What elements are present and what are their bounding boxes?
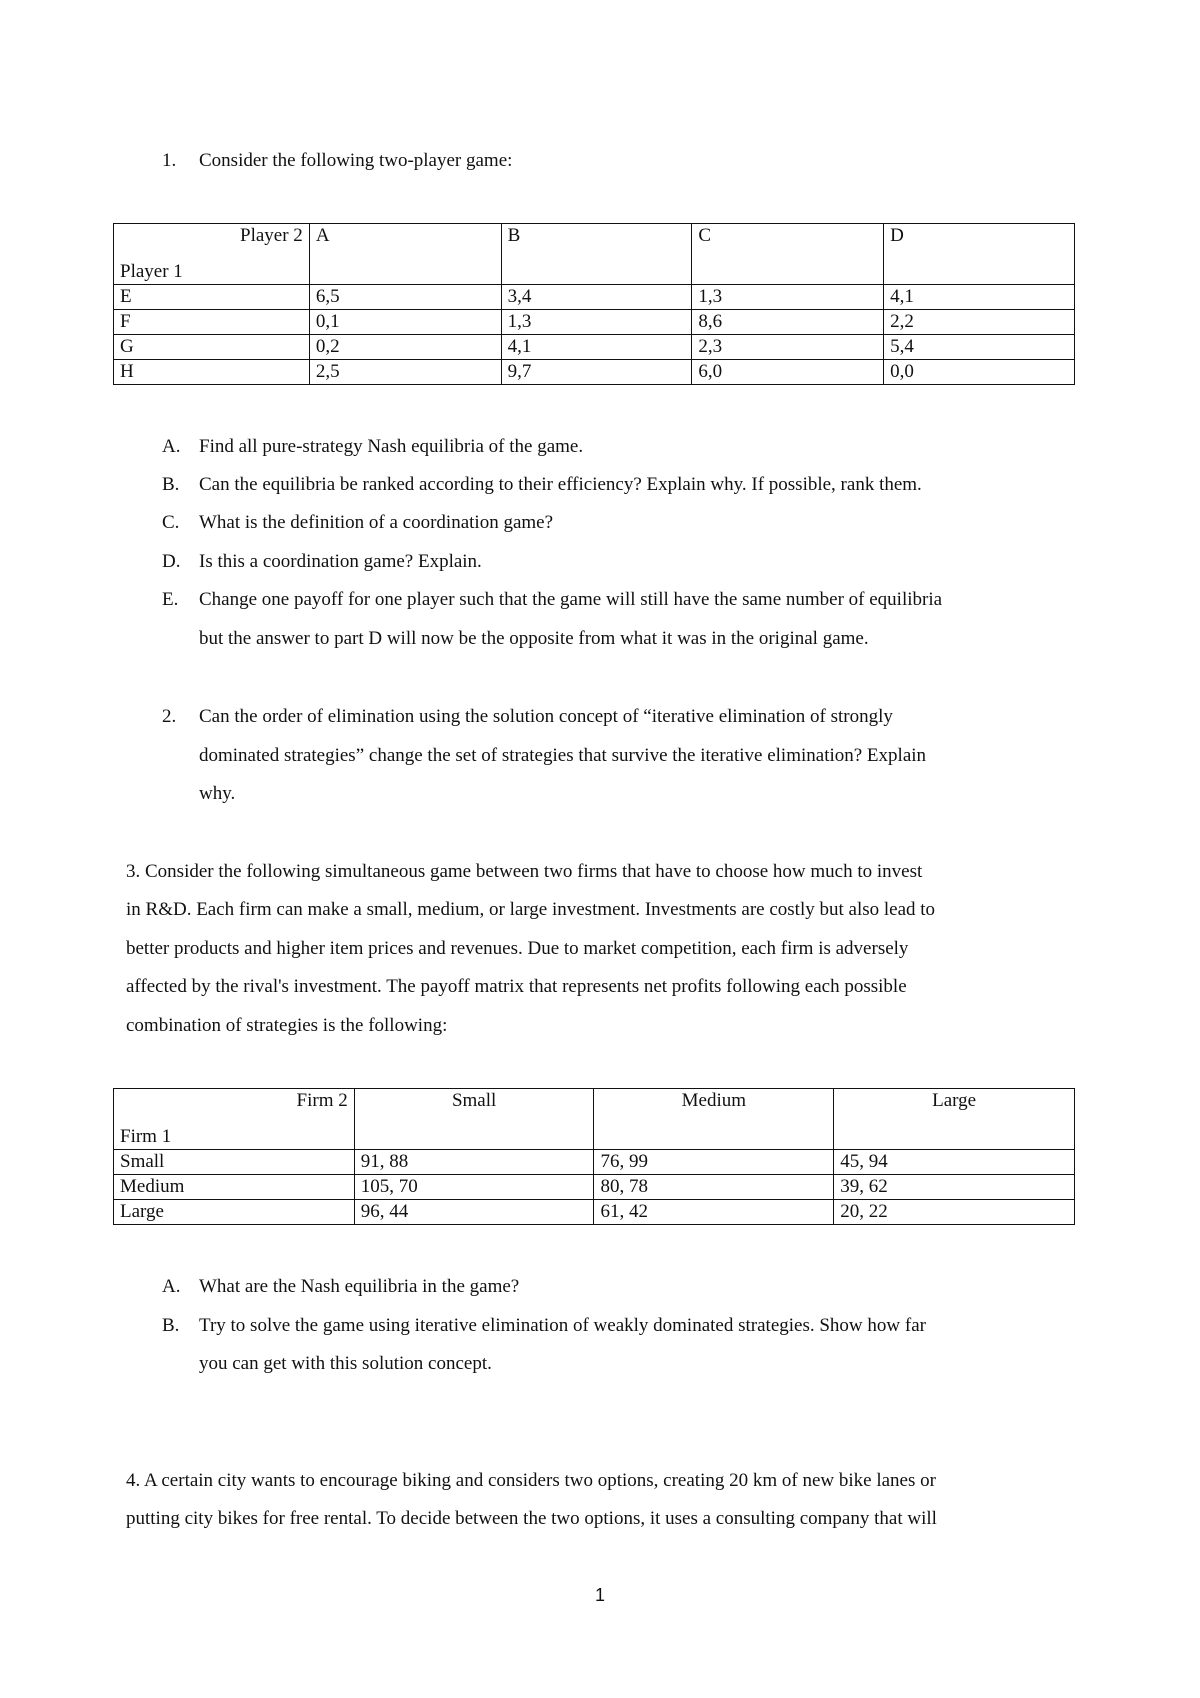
payoff-cell: 39, 62 xyxy=(834,1175,1075,1200)
q4-text-line: putting city bikes for free rental. To decide between the two options, it uses a consulting company that will xyxy=(126,1508,937,1529)
q3-text-line: combination of strategies is the following: xyxy=(126,1015,448,1036)
q3-part-letter: A. xyxy=(162,1276,181,1297)
table-header-row xyxy=(114,1089,1075,1150)
payoff-cell: 6,0 xyxy=(692,360,884,385)
row-player-label: Firm 1 xyxy=(120,1126,172,1147)
payoff-cell: 9,7 xyxy=(501,360,692,385)
row-label: H xyxy=(114,360,310,385)
q2-text-line: why. xyxy=(199,783,236,804)
payoff-cell: 96, 44 xyxy=(354,1200,594,1225)
row-label: F xyxy=(114,310,310,335)
q3-part-letter: B. xyxy=(162,1315,180,1336)
q3-text-line: in R&D. Each firm can make a small, medium, or large investment. Investments are costly but also lead to xyxy=(126,899,936,920)
q2-number: 2. xyxy=(162,706,177,727)
payoff-cell: 8,6 xyxy=(692,310,884,335)
col-player-label: Firm 2 xyxy=(296,1090,348,1111)
column-header: Small xyxy=(354,1089,594,1150)
row-player-label: Player 1 xyxy=(120,261,183,282)
payoff-cell: 3,4 xyxy=(501,285,692,310)
q1-part-letter: E. xyxy=(162,589,179,610)
q1-number: 1. xyxy=(162,150,177,171)
table-row xyxy=(114,285,1075,310)
payoff-cell: 2,5 xyxy=(309,360,501,385)
payoff-cell: 1,3 xyxy=(692,285,884,310)
q3-text-line: affected by the rival's investment. The payoff matrix that represents net profits following each possible xyxy=(126,976,907,997)
payoff-cell: 0,1 xyxy=(309,310,501,335)
q3-text-line: better products and higher item prices and revenues. Due to market competition, each firm is adversely xyxy=(126,938,909,959)
q1-part-text: but the answer to part D will now be the opposite from what it was in the original game. xyxy=(199,628,869,649)
col-player-label: Player 2 xyxy=(240,225,303,246)
q1-part-text: Can the equilibria be ranked according to their efficiency? Explain why. If possible, rank them. xyxy=(199,474,922,495)
q1-part-text: Is this a coordination game? Explain. xyxy=(199,551,482,572)
payoff-cell: 45, 94 xyxy=(834,1150,1075,1175)
q3-part-text: What are the Nash equilibria in the game? xyxy=(199,1276,520,1297)
table-corner-cell xyxy=(114,1089,355,1150)
payoff-cell: 0,2 xyxy=(309,335,501,360)
table-header-row xyxy=(114,224,1075,285)
payoff-cell: 76, 99 xyxy=(594,1150,834,1175)
q1-part-text: What is the definition of a coordination game? xyxy=(199,512,554,533)
q1-intro: Consider the following two-player game: xyxy=(199,150,513,171)
payoff-cell: 105, 70 xyxy=(354,1175,594,1200)
table-row xyxy=(114,335,1075,360)
row-label: Medium xyxy=(114,1175,355,1200)
payoff-cell: 5,4 xyxy=(884,335,1075,360)
table-row xyxy=(114,1175,1075,1200)
q1-part-text: Change one payoff for one player such that the game will still have the same number of equilibria xyxy=(199,589,943,610)
q3-part-text: Try to solve the game using iterative elimination of weakly dominated strategies. Show how far xyxy=(199,1315,926,1336)
column-header: B xyxy=(501,224,692,285)
column-header: Medium xyxy=(594,1089,834,1150)
q3-text-line: 3. Consider the following simultaneous game between two firms that have to choose how much to invest xyxy=(126,861,923,882)
q1-part-letter: B. xyxy=(162,474,180,495)
column-header: Large xyxy=(834,1089,1075,1150)
table-corner-cell xyxy=(114,224,310,285)
payoff-cell: 80, 78 xyxy=(594,1175,834,1200)
q3-payoff-table xyxy=(113,1088,1075,1225)
payoff-cell: 0,0 xyxy=(884,360,1075,385)
payoff-cell: 4,1 xyxy=(884,285,1075,310)
row-label: G xyxy=(114,335,310,360)
column-header: C xyxy=(692,224,884,285)
q1-part-letter: D. xyxy=(162,551,181,572)
q1-payoff-table xyxy=(113,223,1075,385)
payoff-cell: 91, 88 xyxy=(354,1150,594,1175)
q1-part-letter: A. xyxy=(162,436,181,457)
payoff-cell: 4,1 xyxy=(501,335,692,360)
page-number: 1 xyxy=(594,1585,605,1605)
payoff-cell: 20, 22 xyxy=(834,1200,1075,1225)
row-label: Small xyxy=(114,1150,355,1175)
q3-part-text: you can get with this solution concept. xyxy=(199,1353,492,1374)
q4-text-line: 4. A certain city wants to encourage biking and considers two options, creating 20 km of new bike lanes or xyxy=(126,1470,936,1491)
column-header: D xyxy=(884,224,1075,285)
row-label: E xyxy=(114,285,310,310)
payoff-cell: 1,3 xyxy=(501,310,692,335)
table-row xyxy=(114,310,1075,335)
payoff-cell: 2,3 xyxy=(692,335,884,360)
table-row xyxy=(114,1200,1075,1225)
payoff-cell: 2,2 xyxy=(884,310,1075,335)
payoff-cell: 6,5 xyxy=(309,285,501,310)
q1-part-letter: C. xyxy=(162,512,180,533)
column-header: A xyxy=(309,224,501,285)
q2-text-line: Can the order of elimination using the solution concept of “iterative elimination of strongly xyxy=(199,706,893,727)
q1-part-text: Find all pure-strategy Nash equilibria of the game. xyxy=(199,436,584,457)
payoff-cell: 61, 42 xyxy=(594,1200,834,1225)
row-label: Large xyxy=(114,1200,355,1225)
table-row xyxy=(114,360,1075,385)
table-row xyxy=(114,1150,1075,1175)
q2-text-line: dominated strategies” change the set of strategies that survive the iterative elimination? Explain xyxy=(199,745,927,766)
